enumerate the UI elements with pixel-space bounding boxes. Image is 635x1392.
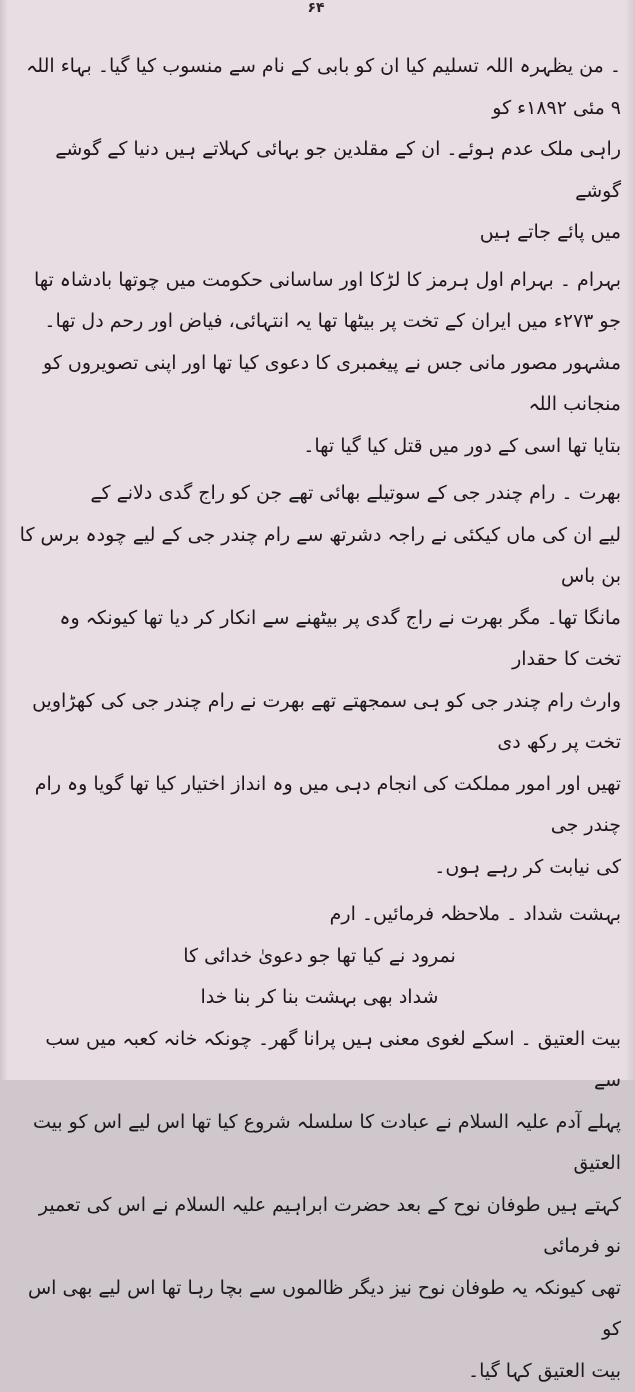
entry-first-line: بہشت شداد ۔ ملاحظہ فرمائیں۔ ارم	[18, 894, 621, 936]
entry-bharat	[18, 473, 621, 888]
text-line: بتایا تھا اسی کے دور میں قتل کیا گیا تھا۔	[18, 426, 621, 468]
verse-line: شداد بھی بہشت بنا کر بنا خدا	[18, 977, 621, 1019]
text-line: مشہور مصور مانی جس نے پیغمبری کا دعوی کیا تھا اور اپنی تصویروں کو منجانب اللہ	[18, 343, 621, 426]
text-line: میں پائے جاتے ہیں	[18, 212, 621, 254]
entry-bahram	[18, 260, 621, 468]
text-line: کہتے ہیں طوفان نوح کے بعد حضرت ابراہیم علیہ السلام نے اس کی تعمیر نو فرمائی	[18, 1185, 621, 1268]
text-line: بیت العتیق کہا گیا۔	[18, 1351, 621, 1392]
entry-bahisht-shaddad	[18, 894, 621, 1019]
entry-first-line: بھرت ۔ رام چندر جی کے سوتیلے بھائی تھے جن کو راج گدی دلانے کے	[18, 473, 621, 515]
text-line: کی نیابت کر رہے ہوں۔	[18, 847, 621, 889]
text-line: پہلے آدم علیہ السلام نے عبادت کا سلسلہ شروع کیا تھا اس لیے اس کو بیت العتیق	[18, 1102, 621, 1185]
text-line: جو ۲۷۳ء میں ایران کے تخت پر بیٹھا تھا یہ انتہائی، فیاض اور رحم دل تھا۔	[18, 301, 621, 343]
page-body	[18, 46, 621, 1392]
text-line: راہی ملک عدم ہوئے۔ ان کے مقلدین جو بہائی کہلاتے ہیں دنیا کے گوشے گوشے	[18, 129, 621, 212]
page-left-edge	[0, 0, 8, 1080]
text-line: لیے ان کی ماں کیکئی نے راجہ دشرتھ سے رام چندر جی کے لیے چودہ برس کا بن باس	[18, 515, 621, 598]
text-line: ۔ من یظہرہ اللہ تسلیم کیا ان کو بابی کے نام سے منسوب کیا گیا۔ بہاء اللہ ۹ مئی ۱۸۹۲ء کو	[18, 46, 621, 129]
page-number: ۶۴	[296, 0, 336, 16]
verse-line: نمرود نے کیا تھا جو دعویٰ خدائی کا	[18, 936, 621, 978]
text-line: وارث رام چندر جی کو ہی سمجھتے تھے بھرت نے رام چندر جی کی کھڑاویں تخت پر رکھ دی	[18, 681, 621, 764]
text-line: تھیں اور امور مملکت کی انجام دہی میں وہ انداز اختیار کیا تھا گویا وہ رام چندر جی	[18, 764, 621, 847]
text-line: تھی کیونکہ یہ طوفان نوح نیز دیگر ظالموں سے بچا رہا تھا اس لیے بھی اس کو	[18, 1268, 621, 1351]
entry-bait-ul-ateeq	[18, 1019, 621, 1392]
page-right-edge	[625, 0, 635, 1080]
entry-first-line: بہرام ۔ بہرام اول ہرمز کا لڑکا اور ساسانی حکومت میں چوتھا بادشاہ تھا	[18, 260, 621, 302]
entry-first-line: بیت العتیق ۔ اسکے لغوی معنی ہیں پرانا گھر۔ چونکہ خانہ کعبہ میں سب سے	[18, 1019, 621, 1102]
text-line: مانگا تھا۔ مگر بھرت نے راج گدی پر بیٹھنے سے انکار کر دیا تھا کیونکہ وہ تخت کا حقدار	[18, 598, 621, 681]
